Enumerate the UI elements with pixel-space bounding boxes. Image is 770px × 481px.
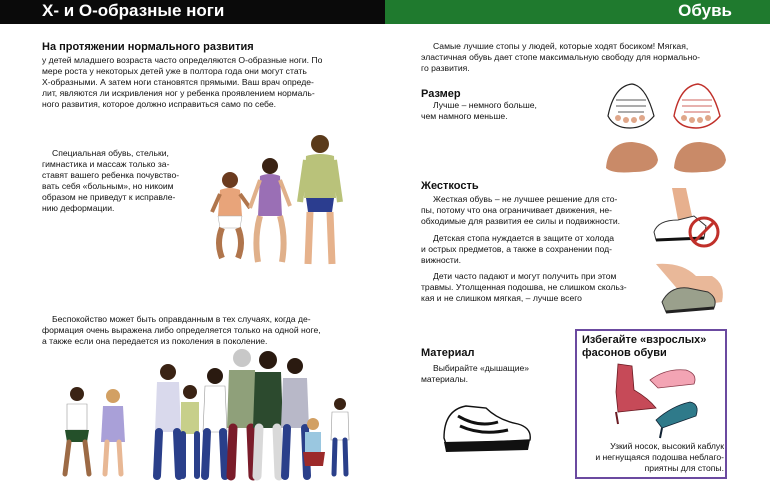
paragraph-size bbox=[421, 100, 571, 122]
text-line: лит, являются ли искривления ног у ребенка проявлением нормаль- bbox=[42, 88, 315, 98]
text-line: а также если она передается из поколения в поколение. bbox=[42, 336, 268, 346]
paragraph-stiffness-1 bbox=[421, 194, 651, 227]
text-line: формация очень выражена либо определяется только на одной ноге, bbox=[42, 325, 321, 335]
adult-shoes-illustration bbox=[606, 362, 702, 440]
text-line: Х-образными. А затем ноги становятся прямыми. Ваш врач опреде- bbox=[42, 77, 314, 87]
text-line: материалы. bbox=[421, 374, 469, 384]
text-line: мере роста у некоторых детей уже в полтора года они могут стать bbox=[42, 66, 307, 76]
avoid-box-title bbox=[582, 334, 706, 360]
paragraph-material bbox=[421, 363, 571, 385]
left-page-title: X- и О-образные ноги bbox=[42, 1, 225, 20]
text-line: Самые лучшие стопы у людей, которые ходят босиком! Мягкая, bbox=[433, 41, 689, 51]
section-title-normal-development: На протяжении нормального развития bbox=[42, 41, 254, 53]
text-line: Детская стопа нуждается в защите от холода bbox=[433, 233, 615, 243]
paragraph-stiffness-3 bbox=[421, 271, 651, 304]
paragraph-avoid-box bbox=[582, 441, 724, 474]
flexible-shoe-illustration bbox=[652, 262, 728, 318]
paragraph-concern bbox=[42, 314, 372, 347]
text-line: и острых предметов, а также в сохранении под- bbox=[421, 244, 612, 254]
text-line: эластичная обувь дает стопе максимальную свободу для нормально- bbox=[421, 52, 701, 62]
children-growth-illustration bbox=[210, 128, 350, 266]
text-line: Выбирайте «дышащие» bbox=[433, 363, 530, 373]
family-illustration bbox=[55, 348, 355, 481]
paragraph-normal-development bbox=[42, 55, 362, 110]
text-line: Узкий носок, высокий каблук bbox=[610, 441, 724, 451]
text-line: Избегайте «взрослых» bbox=[582, 334, 707, 346]
text-line: приятны для стопы. bbox=[644, 463, 724, 473]
paragraph-stiffness-2 bbox=[421, 233, 651, 266]
text-line: Лучше – немного больше, bbox=[433, 100, 537, 110]
text-line: кая и не слишком мягкая, – лучше всего bbox=[421, 293, 582, 303]
text-line: Беспокойство может быть оправданным в тех случаях, когда де- bbox=[52, 314, 311, 324]
text-line: Жесткая обувь – не лучшее решение для сто- bbox=[433, 194, 618, 204]
text-line: го развития. bbox=[421, 63, 470, 73]
text-line: обходимые для развития ее силы и подвижности. bbox=[421, 216, 621, 226]
paragraph-special-shoes bbox=[42, 148, 202, 214]
text-line: фасонов обуви bbox=[582, 347, 667, 359]
text-line: у детей младшего возраста часто определяются О-образные ноги. По bbox=[42, 55, 323, 65]
text-line: ного развития, которое должно исправиться само по себе. bbox=[42, 99, 277, 109]
text-line: чем намного меньше. bbox=[421, 111, 508, 121]
text-line: вижности. bbox=[421, 255, 462, 265]
text-line: Специальная обувь, стельки, bbox=[52, 148, 169, 158]
text-line: и негнущаяся подошва неблаго- bbox=[595, 452, 724, 462]
paragraph-intro-barefoot bbox=[421, 41, 733, 74]
section-title-stiffness: Жесткость bbox=[421, 180, 479, 192]
text-line: ставят вашего ребенка почувство- bbox=[42, 170, 180, 180]
text-line: Дети часто падают и могут получить при этом bbox=[433, 271, 617, 281]
text-line: травмы. Утолщенная подошва, не слишком скольз- bbox=[421, 282, 627, 292]
section-title-size: Размер bbox=[421, 88, 461, 100]
right-page-title: Обувь bbox=[678, 1, 732, 20]
text-line: вать себя «больным», но никоим bbox=[42, 181, 174, 191]
text-line: нию деформации. bbox=[42, 203, 115, 213]
section-title-material: Материал bbox=[421, 347, 475, 359]
sneaker-illustration bbox=[438, 398, 534, 456]
text-line: гимнастика и массаж только за- bbox=[42, 159, 170, 169]
text-line: пы, потому что она ограничивает движения, не- bbox=[421, 205, 612, 215]
text-line: образом не приведут к исправле- bbox=[42, 192, 176, 202]
shoe-size-illustration bbox=[604, 80, 730, 180]
stiff-shoe-illustration bbox=[648, 186, 728, 254]
